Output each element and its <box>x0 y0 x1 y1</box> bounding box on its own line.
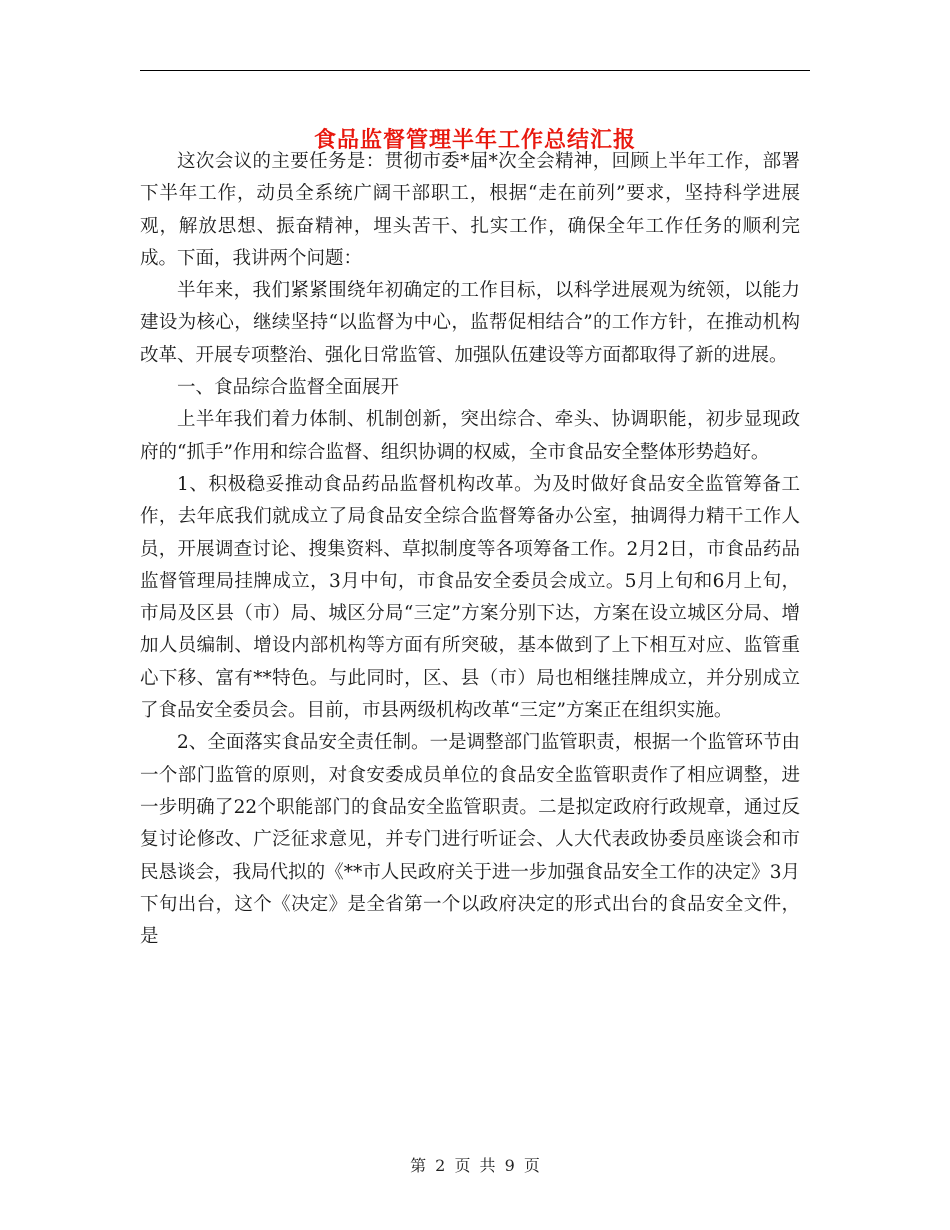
paragraph-item-2: 2、全面落实食品安全责任制。一是调整部门监管职责，根据一个监管环节由一个部门监管的原则，对食安委成员单位的食品安全监管职责作了相应调整，进一步明确了22个职能部门的食品安全监管职责。二是拟定政府行政规章，通过反复讨论修改、广泛征求意见，并专门进行听证会、人大代表政协委员座谈会和市民恳谈会，我局代拟的《**市人民政府关于进一步加强食品安全工作的决定》3月下旬出台，这个《决定》是全省第一个以政府决定的形式出台的食品安全文件，是 <box>140 732 800 948</box>
section-heading-1: 一、食品综合监督全面展开 <box>177 377 400 399</box>
page-footer: 第 2 页 共 9 页 <box>410 1156 540 1175</box>
paragraph-meeting-tasks: 这次会议的主要任务是：贯彻市委*届*次全会精神，回顾上半年工作，部署下半年工作，动员全系统广阔干部职工，根据“走在前列”要求，坚持科学进展观，解放思想、振奋精神，埋头苦干、扎实工作，确保全年工作任务的顺利完成。下面，我讲两个问题： <box>140 151 800 269</box>
paragraph-half-year-overview: 半年来，我们紧紧围绕年初确定的工作目标，以科学进展观为统领，以能力建设为核心，继续坚持“以监督为中心，监帮促相结合”的工作方针，在推动机构改革、开展专项整治、强化日常监管、加强队伍建设等方面都取得了新的进展。 <box>140 280 800 366</box>
paragraph-section-1-intro: 上半年我们着力体制、机制创新，突出综合、牵头、协调职能，初步显现政府的“抓手”作用和综合监督、组织协调的权威，全市食品安全整体形势趋好。 <box>140 409 800 463</box>
document-title: 食品监督管理半年工作总结汇报 <box>313 126 636 153</box>
paragraph-item-1: 1、积极稳妥推动食品药品监督机构改革。为及时做好食品安全监管筹备工作，去年底我们就成立了局食品安全综合监督筹备办公室，抽调得力精干工作人员，开展调查讨论、搜集资料、草拟制度等各项筹备工作。2月2日，市食品药品监督管理局挂牌成立，3月中旬，市食品安全委员会成立。5月上旬和6月上旬，市局及区县（市）局、城区分局“三定”方案分别下达，方案在设立城区分局、增加人员编制、增设内部机构等方面有所突破，基本做到了上下相互对应、监管重心下移、富有**特色。与此同时，区、县（市）局也相继挂牌成立，并分别成立了食品安全委员会。目前，市县两级机构改革“三定”方案正在组织实施。 <box>140 473 800 722</box>
document-body <box>140 146 800 953</box>
header-rule <box>140 70 810 71</box>
